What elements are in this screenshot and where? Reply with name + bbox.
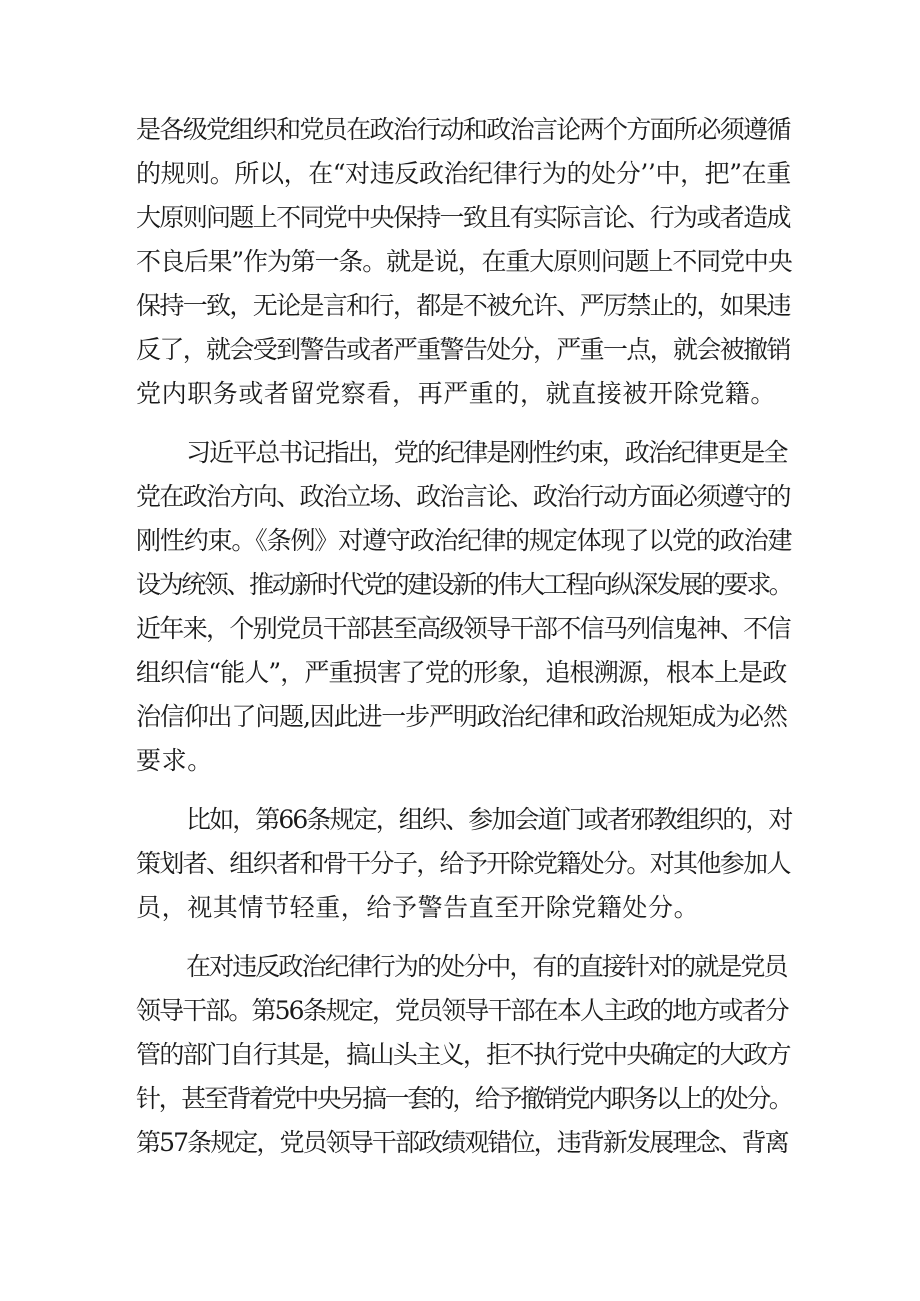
paragraph-line: 针，甚至背着党中央另搞一套的，给予撤销党内职务以上的处分。 xyxy=(136,1084,792,1113)
paragraph-line: 组织信“能人”，严重损害了党的形象，追根溯源，根本上是政 xyxy=(136,658,787,687)
paragraph-line: 党内职务或者留党察看，再严重的，就直接被开除党籍。 xyxy=(136,379,777,408)
paragraph-line: 员，视其情节轻重，给予警告直至开除党籍处分。 xyxy=(136,893,700,922)
paragraph-line: 策划者、组织者和骨干分子，给予开除党籍处分。对其他参加人 xyxy=(136,849,790,878)
paragraph-line: 是各级党组织和党员在政治行动和政治言论两个方面所必须遵循 xyxy=(136,115,790,144)
paragraph-line: 要求。 xyxy=(136,746,213,775)
paragraph-line: 管的部门自行其是，搞山头主义，拒不执行党中央确定的大政方 xyxy=(136,1040,790,1069)
paragraph-line: 第57条规定，党员领导干部政绩观错位，违背新发展理念、背离 xyxy=(136,1128,788,1157)
paragraph-line: 刚性约束。《条例》对遵守政治纪律的规定体现了以党的政治建 xyxy=(136,526,792,555)
paragraph-line: 领导干部。第56条规定，党员领导干部在本人主政的地方或者分 xyxy=(136,996,788,1025)
paragraph-line: 在对违反政治纪律行为的处分中，有的直接针对的就是党员 xyxy=(186,952,787,981)
paragraph-line: 治信仰出了问题,因此进一步严明政治纪律和政治规矩成为必然 xyxy=(136,702,787,731)
paragraph-line: 保持一致，无论是言和行，都是不被允许、严厉禁止的，如果违 xyxy=(136,291,790,320)
paragraph-line: 反了，就会受到警告或者严重警告处分，严重一点，就会被撤销 xyxy=(136,335,790,364)
paragraph-line: 比如，第66条规定，组织、参加会道门或者邪教组织的，对 xyxy=(186,805,792,834)
paragraph-line: 近年来，个别党员干部甚至高级领导干部不信马列信鬼神、不信 xyxy=(136,614,790,643)
paragraph-line: 习近平总书记指出，党的纪律是刚性约束，政治纪律更是全 xyxy=(186,438,787,467)
paragraph-line: 党在政治方向、政治立场、政治言论、政治行动方面必须遵守的 xyxy=(136,482,790,511)
paragraph-line: 大原则问题上不同党中央保持一致且有实际言论、行为或者造成 xyxy=(136,203,790,232)
paragraph-line: 不良后果”作为第一条。就是说，在重大原则问题上不同党中央 xyxy=(136,247,792,276)
paragraph-line: 的规则。所以，在“对违反政治纪律行为的处分’’中，把”在重 xyxy=(136,159,791,188)
paragraph-line: 设为统领、推动新时代党的建设新的伟大工程向纵深发展的要求。 xyxy=(136,570,792,599)
